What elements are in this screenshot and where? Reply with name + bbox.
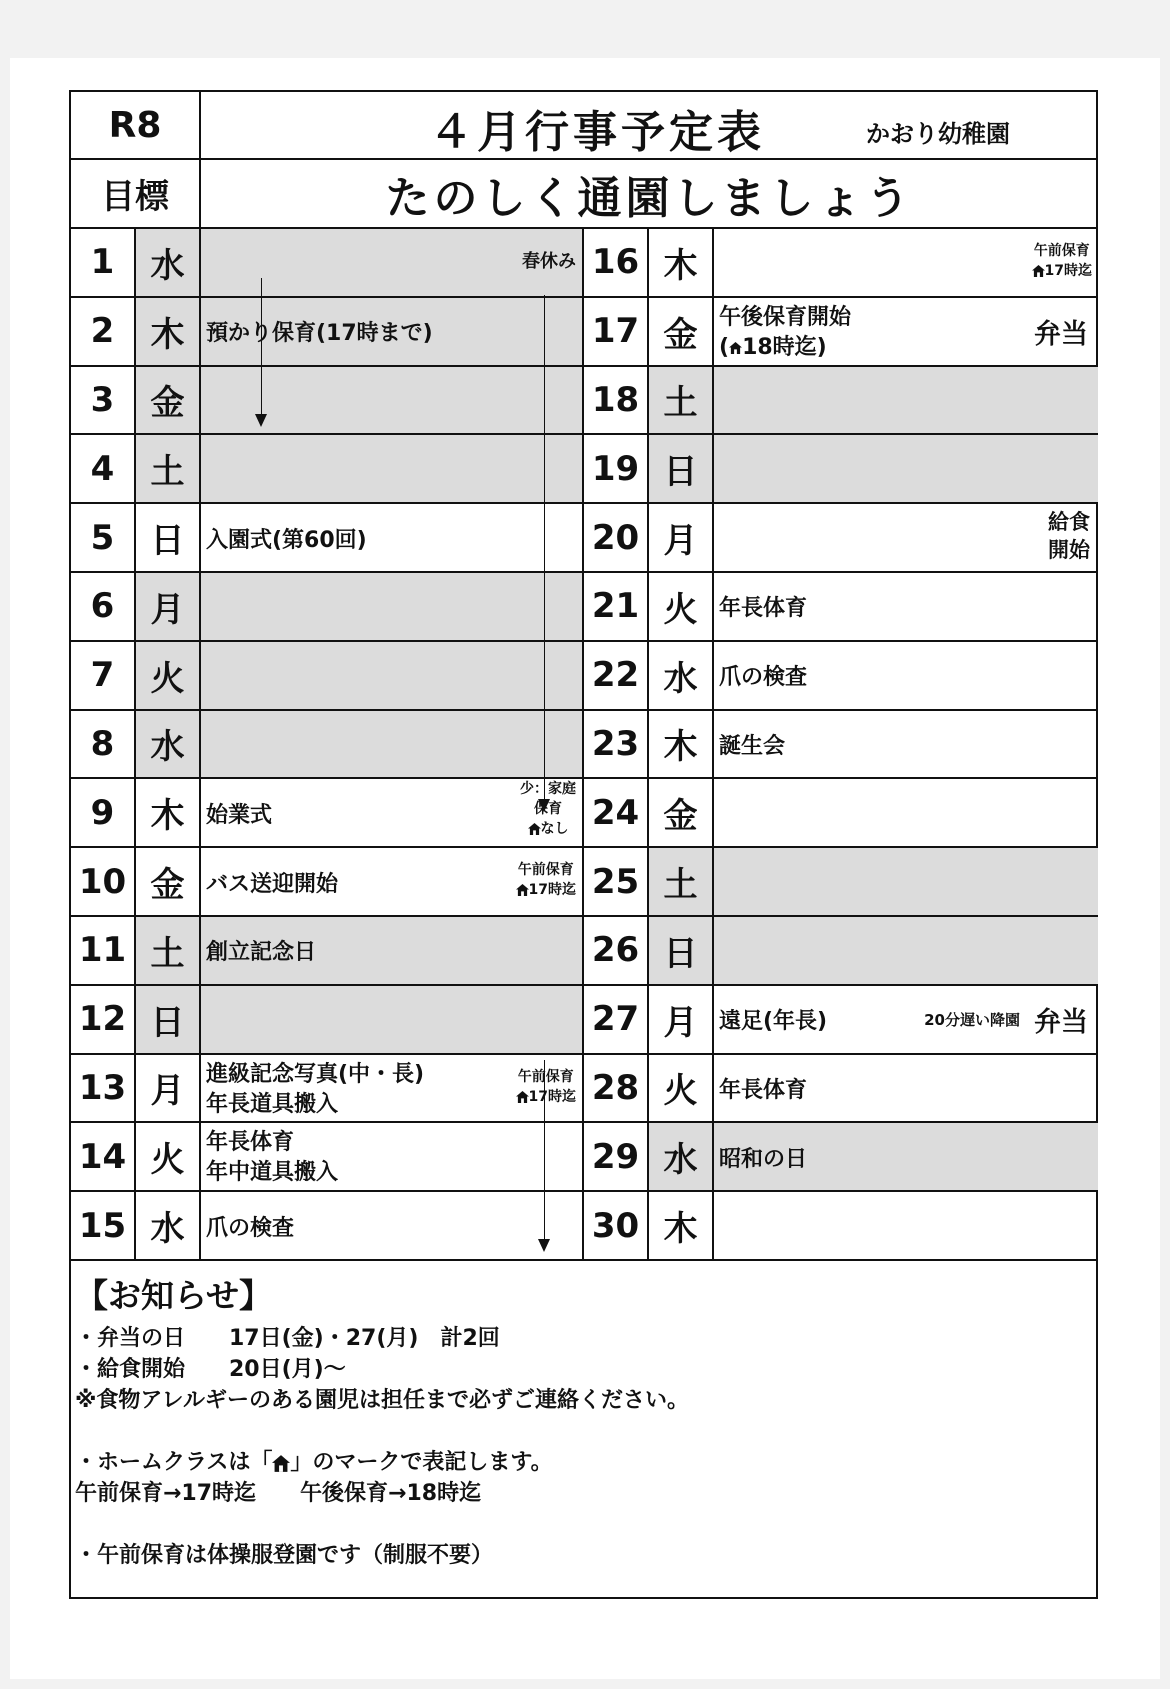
weekday: 月 [663, 1002, 698, 1043]
note-line-3: なし [540, 821, 569, 838]
weekday: 金 [150, 865, 185, 906]
day-number-cell [584, 779, 649, 848]
day-number-cell [71, 986, 136, 1055]
weekday-cell [649, 642, 714, 711]
page-title: ４月行事予定表 [429, 107, 765, 158]
event-text: 爪の検査 [719, 665, 808, 691]
event-cell [201, 1123, 584, 1192]
era-cell [71, 92, 201, 160]
day-number-cell [71, 1055, 136, 1124]
day-number-cell [584, 986, 649, 1055]
weekday: 木 [150, 796, 185, 837]
event-cell [714, 848, 1098, 917]
notice-title: 【お知らせ】 [75, 1276, 273, 1315]
day-number: 3 [90, 379, 115, 420]
event-cell [714, 1055, 1098, 1124]
day-number: 30 [591, 1205, 640, 1246]
event-paren: ( [719, 334, 730, 360]
weekday: 水 [663, 658, 698, 699]
weekday: 水 [150, 727, 185, 768]
note-line-1: 給食 [1048, 510, 1090, 535]
weekday-cell [649, 435, 714, 504]
event-text: 爪の検査 [206, 1215, 295, 1241]
weekday-cell [649, 1192, 714, 1261]
weekday-cell [136, 848, 201, 917]
notice-gym-clothes: ・午前保育は体操服登園です（制服不要） [75, 1543, 494, 1568]
goal-text: たのしく通園しましょう [385, 172, 914, 224]
day-number-cell [71, 435, 136, 504]
goal-label-cell [71, 160, 201, 229]
title-cell [201, 92, 1098, 160]
event-cell [714, 1192, 1098, 1261]
event-text: 始業式 [206, 802, 273, 828]
notice-lunch-start: ・給食開始 20日(月)～ [75, 1357, 346, 1382]
day-number: 18 [591, 379, 640, 420]
weekday-cell [136, 298, 201, 367]
day-number: 6 [90, 586, 115, 627]
notice-section [75, 1270, 1075, 1571]
weekday-cell [136, 435, 201, 504]
note-line-2: 17時迄 [528, 1088, 576, 1105]
event-cell [201, 1192, 584, 1261]
bento-label: 弁当 [1034, 1007, 1088, 1039]
day-number: 24 [591, 792, 640, 833]
day-number: 1 [90, 242, 115, 283]
event-cell [714, 917, 1098, 986]
note-line-2: 17時迄 [528, 882, 576, 899]
event-cell [714, 435, 1098, 504]
event-cell [201, 779, 584, 848]
day-number: 13 [78, 1067, 127, 1108]
event-cell [714, 298, 1098, 367]
arrow-line [544, 295, 545, 800]
event-text: 年長体育 [719, 596, 808, 622]
event-cell [201, 573, 584, 642]
weekday-cell [136, 367, 201, 436]
arrow-line [261, 278, 262, 415]
note-line-2-wrap [516, 1087, 576, 1107]
event-cell [714, 504, 1098, 573]
goal-cell [201, 160, 1098, 229]
weekday: 金 [663, 796, 698, 837]
weekday-cell [136, 1123, 201, 1192]
weekday-cell [649, 986, 714, 1055]
arrow-line [544, 1060, 545, 1240]
event-text: 昭和の日 [719, 1146, 808, 1172]
weekday: 日 [663, 452, 698, 493]
day-number-cell [584, 1192, 649, 1261]
note-line-2-wrap [1032, 261, 1092, 281]
half-day-note [1032, 241, 1092, 282]
note-line-2: 開始 [1048, 538, 1090, 563]
event-text: 遠足(年長) [719, 1009, 828, 1035]
day-number: 10 [78, 861, 127, 902]
era-label: R8 [108, 104, 162, 146]
weekday-cell [136, 504, 201, 573]
weekday: 日 [663, 933, 698, 974]
weekday-cell [649, 573, 714, 642]
note-line-3-wrap [520, 819, 576, 839]
weekday: 火 [150, 1140, 185, 1181]
event-text: 誕生会 [719, 733, 786, 759]
event-text: 預かり保育(17時まで) [206, 321, 433, 347]
event-cell [201, 1055, 584, 1124]
event-cell [201, 711, 584, 780]
weekday: 木 [663, 245, 698, 286]
school-name: かおり幼稚園 [866, 120, 1010, 148]
day-number-cell [584, 1055, 649, 1124]
day-number: 9 [90, 792, 115, 833]
event-text: 午後保育開始 [719, 304, 852, 330]
weekday-cell [136, 573, 201, 642]
event-cell [714, 1123, 1098, 1192]
day-number: 12 [78, 999, 127, 1040]
event-text: 入園式(第60回) [206, 527, 367, 553]
day-number-cell [71, 642, 136, 711]
weekday: 月 [150, 1071, 185, 1112]
event-cell [201, 642, 584, 711]
day-number: 21 [591, 586, 640, 627]
event-cell [201, 917, 584, 986]
weekday: 日 [150, 1002, 185, 1043]
day-number-cell [71, 917, 136, 986]
weekday: 土 [150, 452, 185, 493]
day-number: 14 [78, 1136, 127, 1177]
event-text: 進級記念写真(中・長) [206, 1061, 425, 1087]
weekday-cell [136, 642, 201, 711]
day-number: 25 [591, 861, 640, 902]
event-cell [714, 367, 1098, 436]
note-line-2-wrap [516, 880, 576, 900]
event-cell [201, 504, 584, 573]
weekday-cell [136, 779, 201, 848]
event-cell [714, 573, 1098, 642]
house-icon [272, 1455, 290, 1472]
event-text: 創立記念日 [206, 940, 317, 966]
note-line-1: 少：家庭 [520, 781, 576, 798]
day-number: 29 [591, 1136, 640, 1177]
day-number: 22 [591, 655, 640, 696]
day-number-cell [584, 435, 649, 504]
day-number-cell [71, 367, 136, 436]
event-cell [714, 642, 1098, 711]
event-cell [201, 298, 584, 367]
day-number-cell [584, 573, 649, 642]
half-day-note [516, 860, 576, 901]
event-text-2: 年中道具搬入 [206, 1160, 339, 1186]
day-number: 11 [78, 930, 127, 971]
day-number: 4 [90, 448, 115, 489]
event-text: 年長体育 [206, 1130, 295, 1156]
late-dismissal-note: 20分遅い降園 [924, 1010, 1020, 1029]
day-number-cell [584, 367, 649, 436]
note-line-1: 午前保育 [517, 1068, 574, 1085]
house-icon [729, 342, 742, 354]
arrow-head [538, 799, 550, 812]
day-number-cell [71, 1123, 136, 1192]
event-cell [201, 435, 584, 504]
day-number-cell [584, 917, 649, 986]
weekday: 月 [663, 521, 698, 562]
day-number: 23 [591, 723, 640, 764]
weekday-cell [649, 917, 714, 986]
day-number-cell [71, 1192, 136, 1261]
weekday: 金 [150, 383, 185, 424]
day-number: 8 [90, 723, 115, 764]
half-day-note [516, 1067, 576, 1108]
event-time: 18時迄) [742, 334, 827, 360]
day-number: 19 [591, 448, 640, 489]
day-number-cell [584, 298, 649, 367]
weekday: 月 [150, 589, 185, 630]
weekday-cell [136, 229, 201, 298]
note-line-1: 午前保育 [1033, 243, 1090, 259]
weekday-cell [136, 711, 201, 780]
event-cell [714, 779, 1098, 848]
notice-bento-days: ・弁当の日 17日(金)・27(月) 計2回 [75, 1326, 500, 1351]
event-cell [714, 986, 1098, 1055]
day-number-cell [584, 229, 649, 298]
weekday-cell [136, 1192, 201, 1261]
weekday-cell [649, 229, 714, 298]
weekday-cell [649, 711, 714, 780]
weekday-cell [649, 1055, 714, 1124]
event-cell [714, 229, 1098, 298]
weekday: 木 [663, 727, 698, 768]
house-icon [528, 823, 541, 835]
lunch-start-note [1048, 508, 1090, 564]
note-line-2: 17時迄 [1044, 263, 1092, 280]
day-number: 16 [591, 242, 640, 283]
note-line-1: 午前保育 [517, 862, 574, 879]
day-number: 26 [591, 930, 640, 971]
bento-label: 弁当 [1034, 319, 1088, 351]
spring-break-note: 春休み [522, 251, 576, 272]
weekday-cell [136, 1055, 201, 1124]
weekday-cell [649, 779, 714, 848]
notice-allergy: ※食物アレルギーのある園児は担任まで必ずご連絡ください。 [75, 1388, 689, 1413]
day-number-cell [71, 848, 136, 917]
goal-label: 目標 [101, 177, 169, 217]
day-number: 7 [90, 655, 115, 696]
weekday-cell [649, 504, 714, 573]
event-cell [201, 229, 584, 298]
event-text-2 [719, 330, 827, 361]
notice-home-class-a: ・ホームクラスは「 [75, 1450, 273, 1475]
day-number-cell [71, 229, 136, 298]
weekday: 木 [663, 1209, 698, 1250]
day-number-cell [71, 573, 136, 642]
event-text: バス送迎開始 [206, 871, 339, 897]
event-text: 年長体育 [719, 1077, 808, 1103]
day-number-cell [584, 711, 649, 780]
house-icon [516, 884, 529, 896]
event-cell [201, 986, 584, 1055]
weekday-cell [649, 1123, 714, 1192]
weekday: 木 [150, 314, 185, 355]
weekday-cell [136, 917, 201, 986]
day-number: 15 [78, 1205, 127, 1246]
day-number-cell [584, 642, 649, 711]
event-cell [201, 848, 584, 917]
weekday-cell [649, 298, 714, 367]
note-line-2: 保育 [534, 801, 562, 818]
event-cell [714, 711, 1098, 780]
notice-home-class [75, 1447, 1075, 1478]
day-number: 17 [591, 311, 640, 352]
weekday: 土 [150, 933, 185, 974]
weekday: 火 [150, 658, 185, 699]
day-number: 2 [90, 311, 115, 352]
weekday: 金 [663, 314, 698, 355]
day-number: 5 [90, 517, 115, 558]
day-number-cell [71, 504, 136, 573]
day-number-cell [71, 711, 136, 780]
house-icon [516, 1091, 529, 1103]
weekday: 水 [150, 1209, 185, 1250]
day-number: 28 [591, 1067, 640, 1108]
day-number: 20 [591, 517, 640, 558]
weekday-cell [649, 367, 714, 436]
day-number-cell [584, 1123, 649, 1192]
day-number-cell [71, 298, 136, 367]
weekday: 水 [663, 1140, 698, 1181]
weekday: 土 [663, 383, 698, 424]
notice-times: 午前保育→17時迄 午後保育→18時迄 [75, 1481, 482, 1506]
weekday: 火 [663, 589, 698, 630]
day-number: 27 [591, 999, 640, 1040]
arrow-head [255, 414, 267, 427]
notice-home-class-b: 」のマークで表記します。 [290, 1450, 553, 1475]
weekday: 土 [663, 865, 698, 906]
weekday: 火 [663, 1071, 698, 1112]
day-number-cell [584, 848, 649, 917]
arrow-head [538, 1239, 550, 1252]
day-number-cell [71, 779, 136, 848]
day-number-cell [584, 504, 649, 573]
house-icon [1032, 265, 1045, 277]
weekday: 水 [150, 245, 185, 286]
weekday: 日 [150, 521, 185, 562]
weekday-cell [649, 848, 714, 917]
weekday-cell [136, 986, 201, 1055]
event-text-2: 年長道具搬入 [206, 1091, 339, 1117]
